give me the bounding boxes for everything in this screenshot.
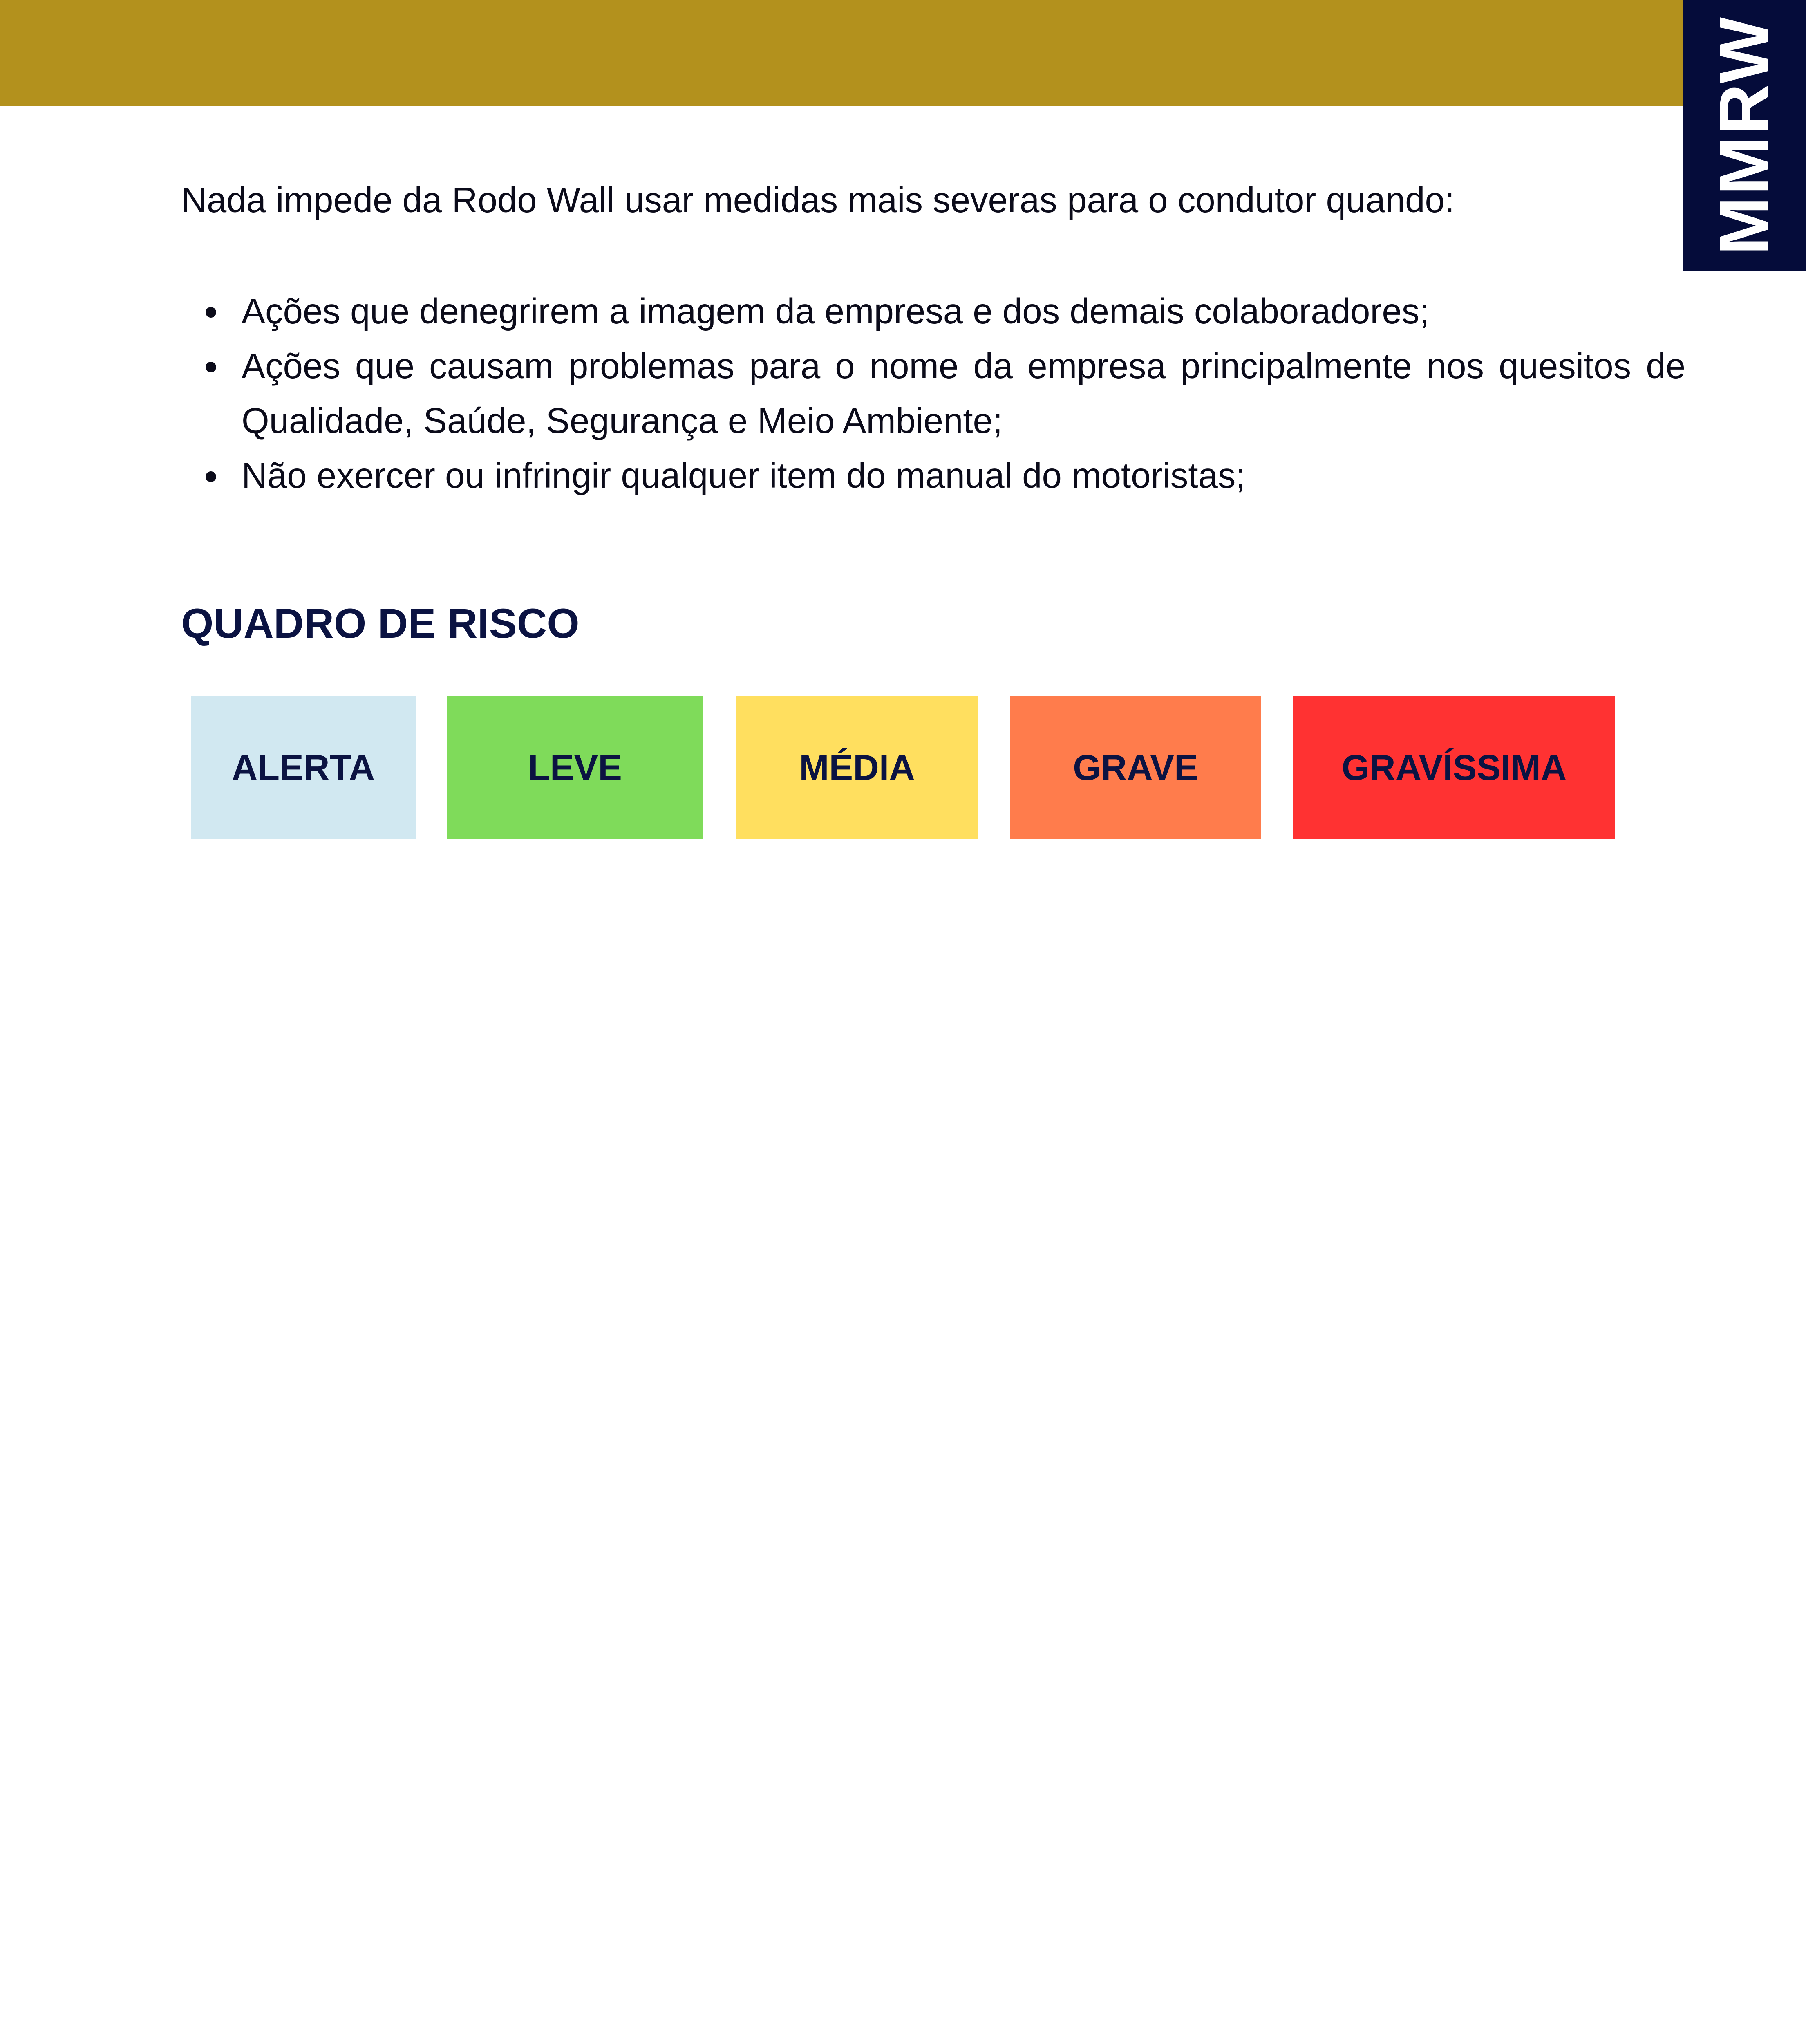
side-tab (1683, 0, 1806, 271)
risk-box-leve: LEVE (447, 696, 703, 839)
section-title: QUADRO DE RISCO (181, 600, 580, 647)
risk-box-grave: GRAVE (1010, 696, 1261, 839)
risk-box-gravissima: GRAVÍSSIMA (1293, 696, 1615, 839)
intro-paragraph: Nada impede da Rodo Wall usar medidas mais severas para o condutor quando: (181, 180, 1455, 220)
risk-box-media: MÉDIA (736, 696, 978, 839)
list-item: Ações que causam problemas para o nome da empresa principalmente nos quesitos de Qualidade, Saúde, Segurança e Meio Ambiente; (242, 339, 1685, 448)
bullet-list (181, 284, 1685, 503)
header-bar (0, 0, 1683, 106)
side-tab-label: MMRW (1705, 15, 1784, 256)
list-item: Não exercer ou infringir qualquer item do manual do motoristas; (242, 448, 1685, 503)
list-item: Ações que denegrirem a imagem da empresa e dos demais colaboradores; (242, 284, 1685, 339)
risk-box-alerta: ALERTA (191, 696, 416, 839)
